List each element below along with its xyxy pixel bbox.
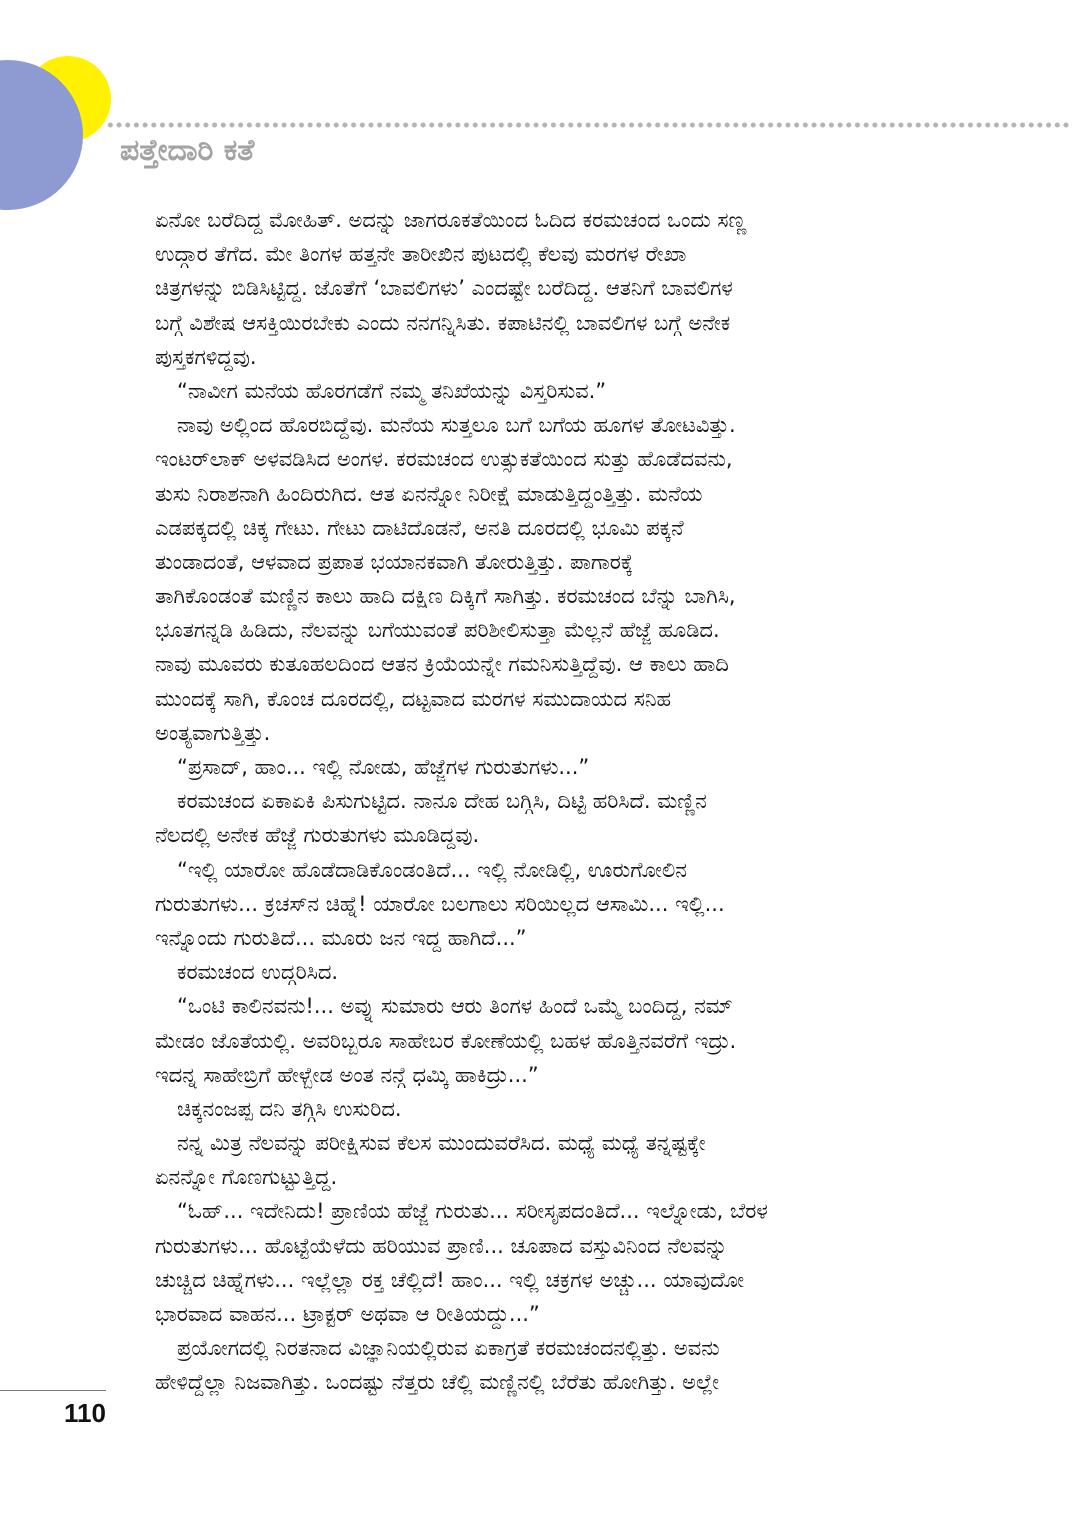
paragraph (155, 853, 935, 956)
paragraph (155, 1092, 935, 1126)
paragraph (155, 374, 935, 408)
paragraph (155, 1194, 935, 1331)
text-line: ಮೇಡಂ ಜೊತೆಯಲ್ಲಿ. ಅವರಿಬ್ಬರೂ ಸಾಹೇಬರ ಕೋಣೆಯಲ್ಲಿ ಬಹಳ ಹೊತ್ತಿನವರೆಗೆ ಇದ್ರು. (155, 1028, 737, 1053)
text-line: ಚುಚ್ಚಿದ ಚಿಹ್ನೆಗಳು... ಇಲ್ಲೆಲ್ಲಾ ರಕ್ತ ಚೆಲ್ಲಿದೆ! ಹಾಂ... ಇಲ್ಲಿ ಚಕ್ರಗಳ ಅಚ್ಚು... ಯಾವುದೋ (155, 1267, 745, 1292)
text-line: ಎಡಪಕ್ಕದಲ್ಲಿ ಚಿಕ್ಕ ಗೇಟು. ಗೇಟು ದಾಟಿದೊಡನೆ, ಅನತಿ ದೂರದಲ್ಲಿ ಭೂಮಿ ಪಕ್ಕನೆ (155, 515, 684, 540)
text-line: “ಇಲ್ಲಿ ಯಾರೋ ಹೊಡೆದಾಡಿಕೊಂಡಂತಿದೆ... ಇಲ್ಲಿ ನೋಡಿಲ್ಲಿ, ಊರುಗೋಲಿನ (177, 857, 687, 882)
text-line: ಕರಮಚಂದ ಉದ್ಗರಿಸಿದ. (177, 960, 339, 985)
text-line: ಭೂತಗನ್ನಡಿ ಹಿಡಿದು, ನೆಲವನ್ನು ಬಗೆಯುವಂತೆ ಪರಿಶೀಲಿಸುತ್ತಾ ಮೆಲ್ಲನೆ ಹೆಜ್ಜೆ ಹೂಡಿದ. (155, 618, 720, 643)
paragraph (155, 408, 935, 750)
text-line: ಉದ್ಗಾರ ತೆಗೆದ. ಮೇ ತಿಂಗಳ ಹತ್ತನೇ ತಾರೀಖಿನ ಪುಟದಲ್ಲಿ ಕೆಲವು ಮರಗಳ ರೇಖಾ (155, 242, 687, 267)
text-line: ಇದನ್ನ ಸಾಹೇಬ್ರಿಗೆ ಹೇಳ್ಬೇಡ ಅಂತ ನನ್ಗೆ ಧಮ್ಕಿ ಹಾಕಿದ್ರು...” (155, 1062, 539, 1087)
text-line: ನಾವು ಮೂವರು ಕುತೂಹಲದಿಂದ ಆತನ ಕ್ರಿಯೆಯನ್ನೇ ಗಮನಿಸುತ್ತಿದ್ದೆವು. ಆ ಕಾಲು ಹಾದಿ (155, 652, 729, 677)
text-line: ಕರಮಚಂದ ಏಕಾಏಕಿ ಪಿಸುಗುಟ್ಟಿದ. ನಾನೂ ದೇಹ ಬಗ್ಗಿಸಿ, ದಿಟ್ಟಿ ಹರಿಸಿದೆ. ಮಣ್ಣಿನ (177, 789, 707, 814)
text-line: ತಾಗಿಕೊಂಡಂತೆ ಮಣ್ಣಿನ ಕಾಲು ಹಾದಿ ದಕ್ಷಿಣ ದಿಕ್ಕಿಗೆ ಸಾಗಿತ್ತು. ಕರಮಚಂದ ಬೆನ್ನು ಬಾಗಿಸಿ, (155, 584, 736, 609)
paragraph (155, 955, 935, 989)
text-line: ಬಗ್ಗೆ ವಿಶೇಷ ಆಸಕ್ತಿಯಿರಬೇಕು ಎಂದು ನನಗನ್ನಿಸಿತು. ಕಪಾಟಿನಲ್ಲಿ ಬಾವಲಿಗಳ ಬಗ್ಗೆ ಅನೇಕ (155, 310, 731, 335)
text-line: “ಓಹ್... ಇದೇನಿದು! ಪ್ರಾಣಿಯ ಹೆಜ್ಜೆ ಗುರುತು... ಸರೀಸೃಪದಂತಿದೆ... ಇಲ್ನೋಡು, ಬೆರಳ (177, 1199, 768, 1224)
text-line: ನಾವು ಅಲ್ಲಿಂದ ಹೊರಬಿದ್ದೆವು. ಮನೆಯ ಸುತ್ತಲೂ ಬಗೆ ಬಗೆಯ ಹೂಗಳ ತೋಟವಿತ್ತು. (177, 413, 736, 438)
paragraph (155, 1126, 935, 1194)
text-line: ಪುಸ್ತಕಗಳಿದ್ದವು. (155, 344, 257, 369)
text-line: “ಒಂಟಿ ಕಾಲಿನವನು!... ಅವ್ನು ಸುಮಾರು ಆರು ತಿಂಗಳ ಹಿಂದೆ ಒಮ್ಮೆ ಬಂದಿದ್ದ, ನಮ್ (177, 994, 733, 1019)
text-line: ಚಿಕ್ಕನಂಜಪ್ಪ ದನಿ ತಗ್ಗಿಸಿ ಉಸುರಿದ. (177, 1096, 402, 1121)
text-line: ನನ್ನ ಮಿತ್ರ ನೆಲವನ್ನು ಪರೀಕ್ಷಿಸುವ ಕೆಲಸ ಮುಂದುವರೆಸಿದ. ಮಧ್ಯೆ ಮಧ್ಯೆ ತನ್ನಷ್ಟಕ್ಕೇ (177, 1131, 706, 1156)
text-line: ಗುರುತುಗಳು... ಕ್ರಚಸ್‌ನ ಚಿಹ್ನೆ! ಯಾರೋ ಬಲಗಾಲು ಸರಿಯಿಲ್ಲದ ಆಸಾಮಿ... ಇಲ್ಲಿ... (155, 891, 725, 916)
paragraph (155, 1331, 935, 1399)
text-line: ಹೇಳಿದ್ದೆಲ್ಲಾ ನಿಜವಾಗಿತ್ತು. ಒಂದಷ್ಟು ನೆತ್ತರು ಚೆಲ್ಲಿ ಮಣ್ಣಿನಲ್ಲಿ ಬೆರೆತು ಹೋಗಿತ್ತು. ಅಲ್ಲೇ (155, 1370, 720, 1395)
section-title: ಪತ್ತೇದಾರಿ ಕತೆ (120, 133, 255, 168)
paragraph (155, 750, 935, 784)
text-line: ಇಂಟರ್‌ಲಾಕ್ ಅಳವಡಿಸಿದ ಅಂಗಳ. ಕರಮಚಂದ ಉತ್ಸುಕತೆಯಿಂದ ಸುತ್ತು ಹೊಡೆದವನು, (155, 447, 733, 472)
body-text (155, 203, 935, 1400)
paragraph (155, 989, 935, 1092)
text-line: ಚಿತ್ರಗಳನ್ನು ಬಿಡಿಸಿಟ್ಟಿದ್ದ. ಜೊತೆಗೆ ‘ಬಾವಲಿಗಳು’ ಎಂದಷ್ಟೇ ಬರೆದಿದ್ದ. ಆತನಿಗೆ ಬಾವಲಿಗಳ (155, 276, 733, 301)
text-line: ತುಂಡಾದಂತೆ, ಆಳವಾದ ಪ್ರಪಾತ ಭಯಾನಕವಾಗಿ ತೋರುತ್ತಿತ್ತು. ಪಾಗಾರಕ್ಕೆ (155, 549, 634, 574)
text-line: ಇನ್ನೊಂದು ಗುರುತಿದೆ... ಮೂರು ಜನ ಇದ್ದ ಹಾಗಿದೆ...” (155, 925, 527, 950)
text-line: ಭಾರವಾದ ವಾಹನ... ಟ್ರಾಕ್ಟರ್ ಅಥವಾ ಆ ರೀತಿಯದ್ದು...” (155, 1302, 540, 1326)
text-line: ಏನನ್ನೋ ಗೊಣಗುಟ್ಟುತ್ತಿದ್ದ. (155, 1165, 338, 1190)
text-line: ನೆಲದಲ್ಲಿ ಅನೇಕ ಹೆಜ್ಜೆ ಗುರುತುಗಳು ಮೂಡಿದ್ದವು. (155, 823, 480, 848)
text-line: ಗುರುತುಗಳು... ಹೊಟ್ಟೆಯೆಳೆದು ಹರಿಯುವ ಪ್ರಾಣಿ... ಚೂಪಾದ ವಸ್ತುವಿನಿಂದ ನೆಲವನ್ನು (155, 1233, 728, 1258)
text-line: ಏನೋ ಬರೆದಿದ್ದ ಮೋಹಿತ್. ಅದನ್ನು ಜಾಗರೂಕತೆಯಿಂದ ಓದಿದ ಕರಮಚಂದ ಒಂದು ಸಣ್ಣ (155, 208, 747, 232)
text-line: “ನಾವೀಗ ಮನೆಯ ಹೊರಗಡೆಗೆ ನಮ್ಮ ತನಿಖೆಯನ್ನು ವಿಸ್ತರಿಸುವ.” (177, 378, 607, 403)
text-line: “ಪ್ರಸಾದ್, ಹಾಂ... ಇಲ್ಲಿ ನೋಡು, ಹೆಜ್ಜೆಗಳ ಗುರುತುಗಳು...” (177, 755, 590, 779)
folio-rule (0, 1390, 106, 1391)
page-number: 110 (64, 1398, 106, 1428)
text-line: ಮುಂದಕ್ಕೆ ಸಾಗಿ, ಕೊಂಚ ದೂರದಲ್ಲಿ, ದಟ್ಟವಾದ ಮರಗಳ ಸಮುದಾಯದ ಸನಿಹ (155, 686, 672, 711)
paragraph (155, 784, 935, 852)
dotted-rule (106, 120, 1072, 130)
text-line: ಅಂತ್ಯವಾಗುತ್ತಿತ್ತು. (155, 720, 271, 745)
text-line: ತುಸು ನಿರಾಶನಾಗಿ ಹಿಂದಿರುಗಿದ. ಆತ ಏನನ್ನೋ ನಿರೀಕ್ಷೆ ಮಾಡುತ್ತಿದ್ದಂತ್ತಿತ್ತು. ಮನೆಯ (155, 481, 703, 506)
text-line: ಪ್ರಯೋಗದಲ್ಲಿ ನಿರತನಾದ ವಿಜ್ಞಾನಿಯಲ್ಲಿರುವ ಏಕಾಗ್ರತೆ ಕರಮಚಂದನಲ್ಲಿತ್ತು. ಅವನು (177, 1336, 720, 1361)
paragraph (155, 203, 935, 374)
